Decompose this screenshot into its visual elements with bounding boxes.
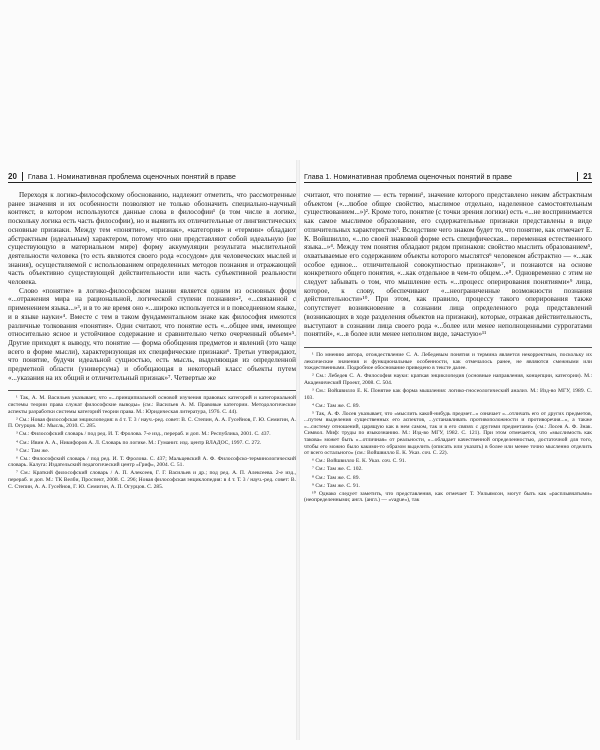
footnote: ³ См.: Войшвилло Е. К. Понятие как форма мышления: логико-гносеологический анализ. М.: Изд-во МГУ, 1989. С. 103. — [304, 387, 592, 401]
right-page-number: 21 — [583, 171, 592, 181]
footnote: ¹ По мнению автора, отождествление С. А. Лебедевым понятия и термина является некорректным, поскольку их лексические значения и функциональные особенности, как отмечалось ранее, не являются смежными или тождественными. Подробное обоснование приведено в тексте далее. — [304, 351, 592, 372]
right-chapter-title: Глава 1. Номинативная проблема оценочных понятий в праве — [304, 171, 512, 181]
spine-gutter — [296, 160, 300, 740]
right-footnotes — [304, 347, 592, 504]
footnote: ² См.: Новая философская энциклопедия: в 4 т. Т. 3 / науч.-ред. совет: В. С. Степин, А. А. Гусейнов, Г. Ю. Семигин, А. П. Огурцов. М.: Мысль, 2010. С. 285. — [8, 416, 296, 430]
left-body-text — [8, 191, 296, 382]
footnote: ⁵ Так, А. Ф. Лосев указывает, что «мыслить какой-нибудь предмет...» означает «...отличать его от других предметов, ...путем выделения существенных его аспектов, ...устанавливать противоположности и противоречия...», а также «...систему отношений, царящую как в нем самом, так и в его связях с другими предметами» (см.: Лосев А. Ф. Знак. Символ. Миф: труды по языкознанию. М.: Изд-во МГУ, 1982. С. 121). При этом отмечается, что «мыслимость как такова» может быть «...отличная» от реальности, «...обладает качественной определенностью, достаточной для того, чтобы его можно было какими-то образом выделить (описать или указать) в более или менее точно мысленно отделить от всего остального» (см.: Войшвилло Е. К. Указ. соч. С. 22). — [304, 410, 592, 457]
head-divider — [577, 172, 578, 181]
right-body-text — [304, 191, 592, 339]
paragraph: Переходя к логико-философскому обоснованию, надлежит отметить, что рассмотренные ранее значения и их особенности позволяют не только обозначить специально-научный контекст, в котором используются данные слова в философии¹ (в том числе в логике, поскольку логика есть часть философии), но и выявить их отличительные от лингвистических основные признаки. Между тем «понятие», «признак», «категория» и «термин» обладают абстрактным (идеальным) характером, потому что они представляют собой идеальную (не существующую в материальном мире) форму аккумуляции результата мыслительной деятельности человека (то есть являются своего рода «сосудом» для человеческих мыслей и знания), осуществляемой с использованием определенных методов познания и отражающей часть объективно существующей действительности или часть субъективной реальности человека. — [8, 191, 296, 287]
left-page — [8, 170, 296, 730]
paragraph: считают, что понятие — есть термин¹, значение которого представлено неким абстрактным объектом («...любое общее свойство, мыслимое отдельно, наделенное самостоятельным существованием...»)². Кроме того, понятие (с точки зрения логики) есть «...не воспринимается как самое мыслимое образование, его содержательные признаки представлены в виде отличительных характеристик³. Вследствие чего знаком будет то, что понятие, как отмечает Е. К. Войшвилло, «...по своей знаковой форме есть специфическая... переменная естественного языка...»⁴. Между тем понятия обладают рядом признаков: свойство мыслить образованием⁵, охватываемые его содержанием объекты которого мыслятся⁶ человеком абстрактно — «...как особое единое... отличительной совокупностью признаков»⁷, и познаются на основе конкретного общего понятия, «...как отдельное в чем-то общем...»⁸. Одновременно с этим не следует забывать о том, что мышление есть «...процесс оперирования понятиями»⁹ лица, которое, к слову, обеспечивают «...неограниченные возможности познания действительности»¹⁰. При этом, как правило, процессу такого оперирования также сопутствует возникновение в сознании лица определенного рода представлений (возникающих в ходе разделения объектов на признаки), которые, отражая действительность, выступают в сознании лица своего рода «...более или менее неполноценными суррогатами понятий», «...в более или менее неполном виде, зачастую»¹¹ — [304, 191, 592, 339]
right-running-head — [304, 170, 592, 183]
footnote: ¹⁰ Однако следует заметить, что представления, как отмечает Т. Уильямсон, могут быть как «расплывчатыми» (неопределенными; англ. (англ.) — «vague»), так — [304, 490, 592, 504]
left-page-number: 20 — [8, 171, 17, 181]
footnote: ³ См.: Философский словарь / под ред. И. Т. Фролова. 7-е изд., перераб. и доп. М.: Республика, 2001. С. 437. — [16, 431, 271, 438]
footnote: ⁴ См.: Ивин А. А., Никифоров А. Л. Словарь по логике. М.: Гуманит. изд. центр ВЛАДОС, 1997. С. 272. — [16, 439, 262, 446]
footnote: ⁹ См.: Там же. С. 91. — [312, 482, 360, 489]
footnote: ¹ Так, А. М. Васильев указывает, что «...принципиальной основой изучения правовых категорий и категориальной системы теории права служат философские выводы» (см.: Васильев А. М. Правовые категории. Методологические аспекты разработки системы категорий теории права. М.: Юридическая литература, 1976. С. 44). — [8, 395, 296, 415]
footnote: ⁷ См.: Там же. С. 102. — [312, 466, 363, 473]
footnote: ⁷ См.: Краткий философский словарь / А. П. Алексеев, Г. Г. Васильев и др.; под ред. А. П. Алексеева. 2-е изд., перераб. и доп. М.: ТК Велби, Проспект, 2008. С. 296; Новая философская энциклопедия: в 4 т. Т. 3 / науч.-ред. совет: В. С. Степин, А. А. Гусейнов, Г. Ю. Семигин, А. П. Огурцов. С. 285. — [8, 470, 296, 490]
left-chapter-title: Глава 1. Номинативная проблема оценочных понятий в праве — [27, 171, 236, 181]
right-page — [304, 170, 592, 730]
left-footnotes — [8, 390, 296, 490]
footnote: ⁶ См.: Философский словарь / под ред. И. Т. Фролова. С. 437; Мальцевский А. Ф. Философско-терминологический словарь. Калуга: Издательский педагогический центр «Гриф», 2004. С. 51. — [8, 455, 296, 469]
footnote: ⁸ См.: Там же. С. 89. — [312, 474, 360, 481]
left-running-head — [8, 170, 296, 183]
paragraph: Слово «понятие» в логико-философском знании является одним из основных форм «...отражения мира на рациональной, логической ступени познания»², «...связанной с применением языка...»³, и в то же время оно «...широко используется и в повседневном языке, и в языке науки»⁴. Вместе с тем в таком фундаментальном знаке как философия имеются различные толкования «понятия». Одни считают, что понятие есть «...общее имя, имеющее относительно ясное и устойчивое содержание и сравнительно четко очерченный объем»⁵. Другие приходят к выводу, что понятие — форма обобщения предметов и явлений (это чаще всего в форме мысли), характеризующая их специфические признаки⁶. Третьи утверждают, что понятие, будучи идеальной сущностью, есть мысль, выделяющая из определенной предметной области (универсума) и обобщающая в некоторый класс объекты путем «...указания на их общий и отличительный признак»⁷. Четвертые же — [8, 286, 296, 382]
footnote: ⁵ См.: Там же. — [16, 447, 50, 454]
footnote: ⁴ См.: Там же. С. 89. — [312, 402, 360, 409]
footnote: ² См.: Лебедев С. А. Философия науки: краткая энциклопедия (основные направления, концепции, категории). М.: Академический Проект, 2008. С. 504. — [304, 373, 592, 386]
footnote: ⁶ См.: Войшвилло Е. К. Указ. соч. С. 91. — [312, 458, 407, 465]
head-divider — [22, 172, 23, 181]
